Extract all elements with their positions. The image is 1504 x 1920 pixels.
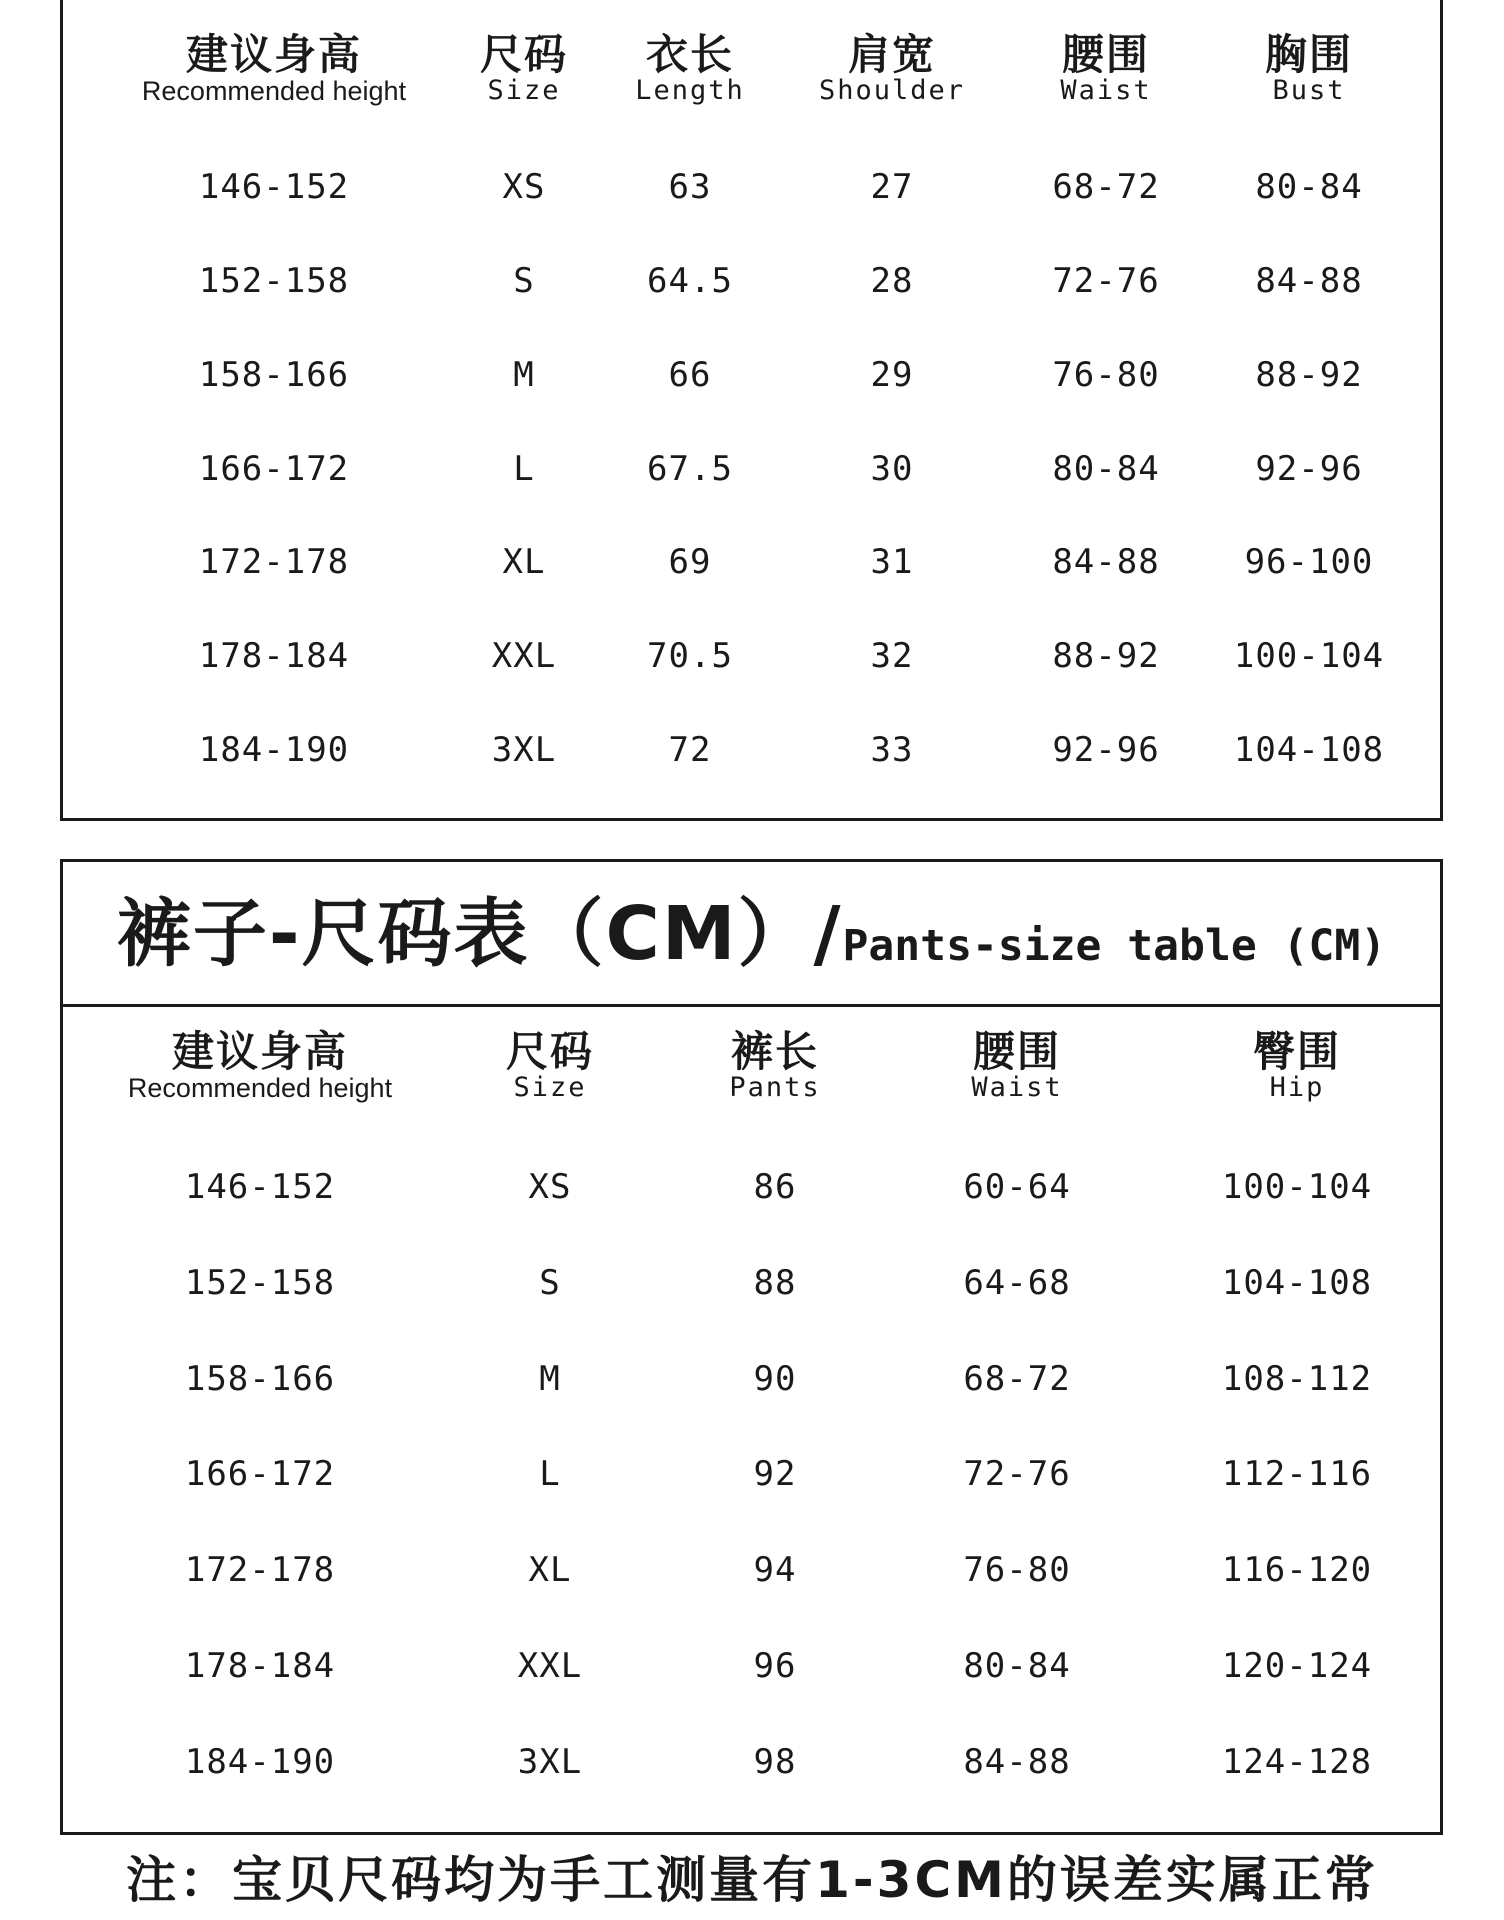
top-cell: 84-88 [1255,261,1363,301]
pants-cell: 96 [753,1646,797,1686]
top-cell: 33 [870,730,914,770]
pants-size-table [60,859,1443,1835]
top-cell: 76-80 [1052,355,1160,395]
pants-header-zh: 腰围 [972,1027,1061,1076]
pants-cell: 158-166 [184,1359,336,1399]
top-cell: L [513,449,535,489]
pants-cell: L [539,1454,561,1494]
pants-header-col-2 [505,1027,595,1103]
pants-cell: 166-172 [184,1454,336,1494]
top-cell: 92-96 [1052,730,1160,770]
top-header-en: Bust [1272,75,1346,106]
top-header-en: Length [635,75,745,106]
top-header-zh: 腰围 [1061,30,1150,79]
pants-cell: 92 [753,1454,797,1494]
pants-cell: 184-190 [184,1742,336,1782]
top-cell: 66 [668,355,712,395]
top-cell: 88-92 [1255,355,1363,395]
pants-header-col-1 [127,1027,393,1103]
pants-header-en: Recommended height [127,1073,393,1103]
pants-cell: 104-108 [1221,1263,1373,1303]
top-cell: 146-152 [198,167,350,207]
pants-cell: 90 [753,1359,797,1399]
top-cell: 104-108 [1233,730,1385,770]
top-cell: 31 [870,542,914,582]
top-header-col-3 [635,30,745,106]
top-cell: 63 [668,167,712,207]
pants-table-title [63,862,1440,1007]
top-cell: 96-100 [1244,542,1374,582]
top-cell: 68-72 [1052,167,1160,207]
measurement-note: 注：宝贝尺码均为手工测量有1-3CM的误差实属正常 [126,1851,1378,1909]
top-cell: 172-178 [198,542,350,582]
pants-cell: 178-184 [184,1646,336,1686]
pants-cell: 76-80 [963,1550,1071,1590]
top-cell: 80-84 [1255,167,1363,207]
pants-cell: 88 [753,1263,797,1303]
pants-header-zh: 尺码 [505,1027,595,1076]
top-cell: 88-92 [1052,636,1160,676]
pants-cell: 86 [753,1167,797,1207]
top-header-en: Shoulder [818,75,966,106]
pants-header-en: Hip [1269,1072,1325,1103]
top-header-col-4 [818,30,966,106]
pants-header-col-3 [729,1027,821,1103]
top-cell: 28 [870,261,914,301]
top-cell: M [513,355,535,395]
pants-cell: 116-120 [1221,1550,1373,1590]
top-header-en: Size [487,75,561,106]
pants-cell: M [539,1359,561,1399]
top-cell: 29 [870,355,914,395]
pants-header-zh: 建议身高 [171,1027,349,1076]
pants-title-en: Pants-size table (CM) [842,921,1387,971]
pants-cell: 60-64 [963,1167,1071,1207]
top-cell: 158-166 [198,355,350,395]
pants-cell: 124-128 [1221,1742,1373,1782]
top-size-table [60,0,1443,821]
top-header-zh: 衣长 [645,30,735,79]
pants-cell: 100-104 [1221,1167,1373,1207]
pants-cell: 120-124 [1221,1646,1373,1686]
pants-header-zh: 裤长 [730,1027,819,1076]
top-header-zh: 胸围 [1264,30,1354,79]
pants-cell: S [539,1263,561,1303]
pants-cell: XXL [517,1646,583,1686]
top-header-zh: 尺码 [479,30,569,79]
pants-cell: 112-116 [1221,1454,1373,1494]
pants-header-col-4 [971,1027,1063,1103]
top-cell: 100-104 [1233,636,1385,676]
pants-cell: 172-178 [184,1550,336,1590]
top-header-col-6 [1264,30,1354,106]
pants-header-en: Pants [729,1072,821,1103]
top-cell: XXL [491,636,557,676]
top-header-col-2 [479,30,569,106]
top-cell: 67.5 [647,449,733,489]
pants-cell: 3XL [517,1742,583,1782]
top-header-col-5 [1060,30,1152,106]
top-cell: 184-190 [198,730,350,770]
top-cell: 32 [870,636,914,676]
pants-cell: 108-112 [1221,1359,1373,1399]
top-header-en: Recommended height [141,76,407,106]
top-cell: 69 [668,542,712,582]
top-cell: XS [502,167,546,207]
top-cell: 27 [870,167,914,207]
top-cell: 80-84 [1052,449,1160,489]
top-cell: 72-76 [1052,261,1160,301]
pants-cell: XL [528,1550,572,1590]
top-header-zh: 肩宽 [847,30,937,79]
top-cell: 64.5 [647,261,733,301]
top-cell: 30 [870,449,914,489]
top-cell: 92-96 [1255,449,1363,489]
pants-cell: 152-158 [184,1263,336,1303]
pants-cell: 146-152 [184,1167,336,1207]
pants-cell: 84-88 [963,1742,1071,1782]
pants-header-zh: 臀围 [1252,1027,1342,1076]
top-cell: 72 [668,730,712,770]
pants-cell: 64-68 [963,1263,1071,1303]
pants-cell: XS [528,1167,572,1207]
pants-cell: 98 [753,1742,797,1782]
top-cell: 166-172 [198,449,350,489]
top-header-en: Waist [1060,75,1152,106]
pants-cell: 80-84 [963,1646,1071,1686]
top-header-zh: 建议身高 [185,30,363,79]
pants-cell: 68-72 [963,1359,1071,1399]
top-header-col-1 [141,30,407,106]
top-cell: 70.5 [647,636,733,676]
top-cell: S [513,261,535,301]
top-cell: 178-184 [198,636,350,676]
pants-header-col-5 [1252,1027,1342,1103]
pants-title-zh: 裤子-尺码表（CM）/ [116,891,843,977]
pants-cell: 94 [753,1550,797,1590]
top-cell: 3XL [491,730,557,770]
pants-header-en: Size [513,1072,587,1103]
pants-header-en: Waist [971,1072,1063,1103]
top-cell: 84-88 [1052,542,1160,582]
top-cell: 152-158 [198,261,350,301]
pants-cell: 72-76 [963,1454,1071,1494]
top-cell: XL [502,542,546,582]
